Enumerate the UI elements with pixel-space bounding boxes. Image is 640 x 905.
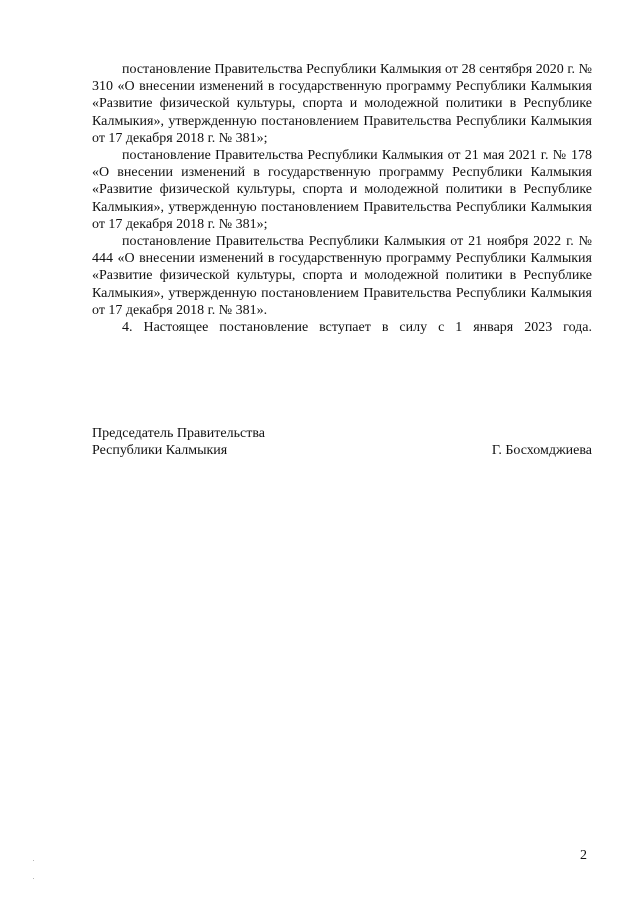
signatory-position-line1: Председатель Правительства bbox=[92, 426, 265, 441]
signatory-position-line2: Республики Калмыкия bbox=[92, 443, 228, 459]
paragraph-effective-date: 4. Настоящее постановление вступает в силу с 1 января 2023 года. bbox=[122, 320, 592, 336]
scan-artifact-dot bbox=[33, 860, 34, 861]
signature-block bbox=[92, 425, 592, 459]
signatory-name: Г. Босхомджиева bbox=[491, 443, 592, 459]
document-body bbox=[92, 61, 592, 336]
paragraph-resolution-2021: постановление Правительства Республики Калмыкия от 21 мая 2021 г. № 178 «О внесении изменений в государственную программу Республики Калмыкия «Развитие физической культуры, спорта и молодежной политики в Республике Калмыкия», утвержденную постановлением Правительства Республики Калмыкия от 17 декабря 2018 г. № 381»; bbox=[92, 148, 592, 232]
paragraph-resolution-2022: постановление Правительства Республики Калмыкия от 21 ноября 2022 г. № 444 «О внесении изменений в государственную программу Республики Калмыкия «Развитие физической культуры, спорта и молодежной политики в Республике Калмыкия», утвержденную постановлением Правительства Республики Калмыкия от 17 декабря 2018 г. № 381». bbox=[92, 234, 592, 318]
paragraph-resolution-2020: постановление Правительства Республики Калмыкия от 28 сентября 2020 г. № 310 «О внесении изменений в государственную программу Республики Калмыкия «Развитие физической культуры, спорта и молодежной политики в Республике Калмыкия», утвержденную постановлением Правительства Республики Калмыкия от 17 декабря 2018 г. № 381»; bbox=[92, 62, 592, 146]
scan-artifact-dot bbox=[33, 878, 34, 879]
page-number: 2 bbox=[580, 848, 587, 863]
